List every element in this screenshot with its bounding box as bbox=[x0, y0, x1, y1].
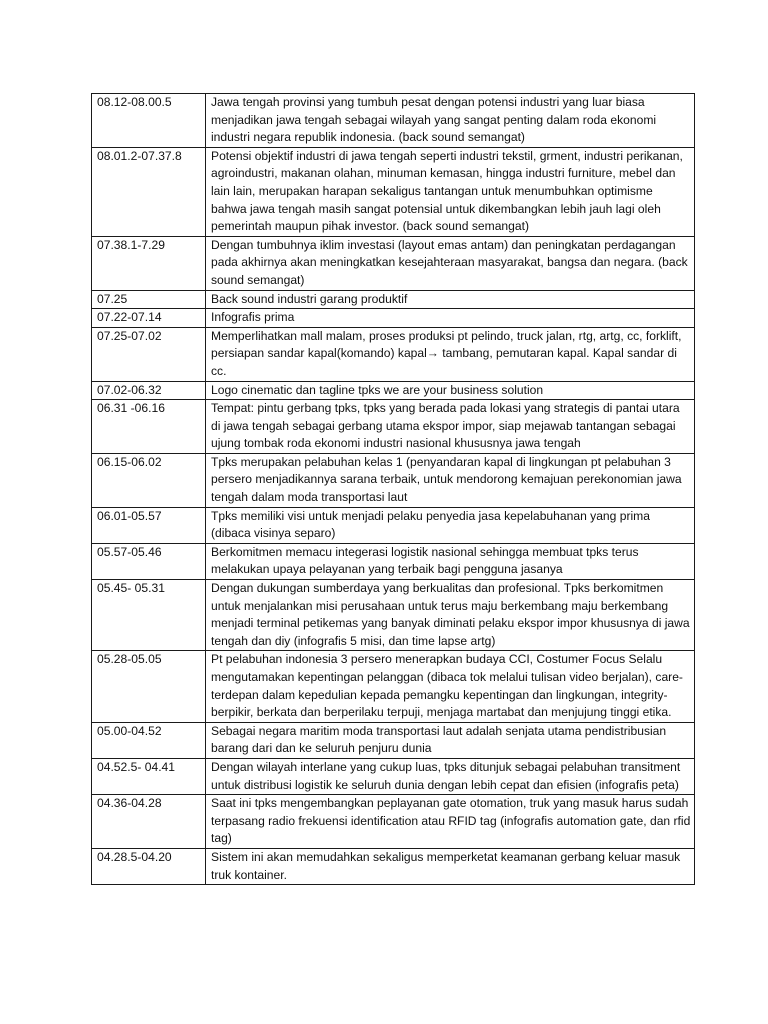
timecode-cell: 07.38.1-7.29 bbox=[92, 236, 206, 290]
table-row bbox=[92, 543, 695, 579]
table-row bbox=[92, 651, 695, 722]
table-row bbox=[92, 507, 695, 543]
table-row bbox=[92, 453, 695, 507]
description-cell: Logo cinematic dan tagline tpks we are your business solution bbox=[206, 381, 695, 400]
timecode-cell: 04.36-04.28 bbox=[92, 795, 206, 849]
description-cell: Pt pelabuhan indonesia 3 persero menerapkan budaya CCI, Costumer Focus Selalu mengutamakan kepentingan pelanggan (dibaca tok melalui tulisan video berjalan), care- terdepan dalam kepedulian kepada pemangku kepentingan dan lingkungan, integrity- berpikir, berkata dan berperilaku terpuji, menjaga martabat dan menjujung tinggi etika. bbox=[206, 651, 695, 722]
timecode-cell: 06.31 -06.16 bbox=[92, 400, 206, 454]
description-cell: Infografis prima bbox=[206, 309, 695, 328]
timecode-cell: 04.52.5- 04.41 bbox=[92, 758, 206, 794]
timecode-cell: 07.02-06.32 bbox=[92, 381, 206, 400]
description-cell: Jawa tengah provinsi yang tumbuh pesat dengan potensi industri yang luar biasa menjadikan jawa tengah sebagai wilayah yang sangat penting dalam roda ekonomi industri negara republik indonesia. (back sound semangat) bbox=[206, 94, 695, 148]
description-cell: Sebagai negara maritim moda transportasi laut adalah senjata utama pendistribusian barang dari dan ke seluruh penjuru dunia bbox=[206, 722, 695, 758]
table-row bbox=[92, 327, 695, 381]
table-row bbox=[92, 848, 695, 884]
description-cell: Back sound industri garang produktif bbox=[206, 290, 695, 309]
timecode-cell: 06.15-06.02 bbox=[92, 453, 206, 507]
timecode-cell: 05.57-05.46 bbox=[92, 543, 206, 579]
description-cell: Tempat: pintu gerbang tpks, tpks yang berada pada lokasi yang strategis di pantai utara di jawa tengah sebagai gerbang utama ekspor impor, siap mejawab tantangan sebagai ujung tombak roda ekonomi industri nasional khususnya jawa tengah bbox=[206, 400, 695, 454]
table-row bbox=[92, 795, 695, 849]
description-cell: Potensi objektif industri di jawa tengah seperti industri tekstil, grment, industri perikanan, agroindustri, makanan olahan, minuman kemasan, hingga industri furniture, mebel dan lain lain, merupakan harapan sekaligus tantangan untuk menumbuhkan optimisme bahwa jawa tengah masih sangat potensial untuk dikembangkan lebih jauh lagi oleh pemerintah maupun pihak investor. (back sound semangat) bbox=[206, 147, 695, 236]
table-row bbox=[92, 722, 695, 758]
table-row bbox=[92, 290, 695, 309]
timecode-cell: 06.01-05.57 bbox=[92, 507, 206, 543]
timecode-cell: 05.45- 05.31 bbox=[92, 580, 206, 651]
timecode-cell: 05.28-05.05 bbox=[92, 651, 206, 722]
timecode-cell: 08.12-08.00.5 bbox=[92, 94, 206, 148]
description-cell: Berkomitmen memacu integerasi logistik nasional sehingga membuat tpks terus melakukan upaya pelayanan yang terbaik bagi pengguna jasanya bbox=[206, 543, 695, 579]
timecode-cell: 05.00-04.52 bbox=[92, 722, 206, 758]
document-page bbox=[91, 93, 695, 885]
description-cell: Dengan tumbuhnya iklim investasi (layout emas antam) dan peningkatan perdagangan pada akhirnya akan meningkatkan kesejahteraan masyarakat, bangsa dan negara. (back sound semangat) bbox=[206, 236, 695, 290]
timecode-cell: 07.25-07.02 bbox=[92, 327, 206, 381]
table-row bbox=[92, 236, 695, 290]
timecode-cell: 07.25 bbox=[92, 290, 206, 309]
description-cell: Tpks merupakan pelabuhan kelas 1 (penyandaran kapal di lingkungan pt pelabuhan 3 persero menjadikannya sarana terbaik, untuk mendorong kemajuan perekonomian jawa tengah dalam moda transportasi laut bbox=[206, 453, 695, 507]
script-table bbox=[91, 93, 695, 885]
description-cell: Dengan dukungan sumberdaya yang berkualitas dan profesional. Tpks berkomitmen untuk menjalankan misi perusahaan untuk terus maju berkembang maju berkembang menjadi terminal petikemas yang banyak diminati pelaku ekspor impor khususnya di jawa tengah dan diy (infografis 5 misi, dan time lapse artg) bbox=[206, 580, 695, 651]
table-row bbox=[92, 400, 695, 454]
table-row bbox=[92, 758, 695, 794]
description-cell: Memperlihatkan mall malam, proses produksi pt pelindo, truck jalan, rtg, artg, cc, forklift, persiapan sandar kapal(komando) kapal→ tambang, pemutaran kapal. Kapal sandar di cc. bbox=[206, 327, 695, 381]
timecode-cell: 04.28.5-04.20 bbox=[92, 848, 206, 884]
table-row bbox=[92, 147, 695, 236]
table-row bbox=[92, 309, 695, 328]
script-table-body bbox=[92, 94, 695, 885]
timecode-cell: 07.22-07.14 bbox=[92, 309, 206, 328]
description-cell: Tpks memiliki visi untuk menjadi pelaku penyedia jasa kepelabuhanan yang prima (dibaca visinya separo) bbox=[206, 507, 695, 543]
table-row bbox=[92, 580, 695, 651]
description-cell: Dengan wilayah interlane yang cukup luas, tpks ditunjuk sebagai pelabuhan transitment untuk distribusi logistik ke seluruh dunia dengan lebih cepat dan efisien (infografis peta) bbox=[206, 758, 695, 794]
description-cell: Saat ini tpks mengembangkan peplayanan gate otomation, truk yang masuk harus sudah terpasang radio frekuensi identification atau RFID tag (infografis automation gate, dan rfid tag) bbox=[206, 795, 695, 849]
timecode-cell: 08.01.2-07.37.8 bbox=[92, 147, 206, 236]
table-row bbox=[92, 381, 695, 400]
description-cell: Sistem ini akan memudahkan sekaligus memperketat keamanan gerbang keluar masuk truk kontainer. bbox=[206, 848, 695, 884]
table-row bbox=[92, 94, 695, 148]
